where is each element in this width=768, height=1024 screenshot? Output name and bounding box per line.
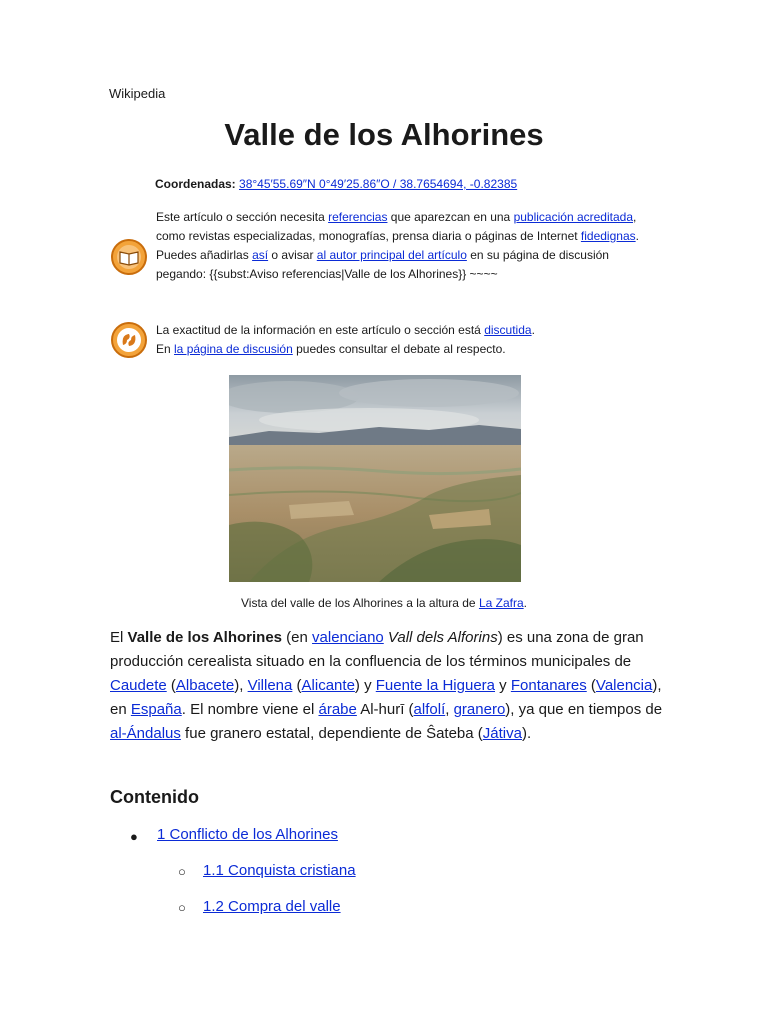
link-caudete[interactable]: Caudete — [110, 677, 167, 694]
link-valenciano[interactable]: valenciano — [312, 629, 384, 646]
toc-item-conquista[interactable]: 1.1 Conquista cristiana — [203, 862, 356, 879]
toc-bullet-circle: ○ — [178, 900, 186, 915]
link-villena[interactable]: Villena — [247, 677, 293, 694]
page-title: Valle de los Alhorines — [224, 117, 544, 152]
toc-item-conflicto[interactable]: 1 Conflicto de los Alhorines — [157, 826, 338, 843]
dispute-icon — [110, 321, 148, 359]
toc-bullet-circle: ○ — [178, 864, 186, 879]
link-fontanares[interactable]: Fontanares — [510, 677, 587, 694]
link-asi[interactable]: así — [252, 248, 269, 262]
valencian-name: Vall dels Alforins — [387, 629, 498, 646]
toc-title: Contenido — [110, 787, 199, 807]
toc-item-compra[interactable]: 1.2 Compra del valle — [203, 898, 341, 915]
link-discutida[interactable]: discutida — [484, 323, 532, 337]
link-fidedignas[interactable]: fidedignas — [580, 229, 636, 243]
article-subject: Valle de los Alhorines — [127, 629, 283, 646]
link-fuente-la-higuera[interactable]: Fuente la Higuera — [375, 677, 496, 694]
link-alicante[interactable]: Alicante — [301, 677, 355, 694]
coordinates-label: Coordenadas: — [155, 177, 240, 191]
link-granero[interactable]: granero — [453, 701, 506, 718]
coordinates-link[interactable]: 38°45′55.69″N 0°49′25.86″O / 38.7654694, -0.82385 — [239, 177, 518, 191]
link-autor-principal[interactable]: al autor principal del artículo — [316, 248, 467, 262]
site-name: Wikipedia — [109, 86, 166, 101]
intro-paragraph: El Valle de los Alhorines (en valenciano Vall dels Alforins) es una zona de gran producción cerealista situado en la confluencia de los términos municipales de Caudete (Albacete), Villena (Alicante) y Fuente la Higuera y Fontanares (Valencia), en España. El nombre viene el árabe Al-hurī (alfolí, granero), ya que en tiempos de al-Ándalus fue granero estatal, dependiente de Ŝateba (Játiva). — [110, 629, 663, 742]
link-al-andalus[interactable]: al-Ándalus — [110, 725, 181, 742]
link-referencias[interactable]: referencias — [328, 210, 388, 224]
references-notice-text: Este artículo o sección necesita referencias que aparezcan en una publicación acreditada, como revistas especializadas, monografías, prensa diaria o páginas de Internet fidedignas. Puedes añadirlas así o avisar al autor principal del artículo en su página de discusión pegando: {{subst:Aviso referencias|Valle de los Alhorines}} ~~~~ — [156, 210, 639, 281]
link-albacete[interactable]: Albacete — [175, 677, 235, 694]
book-icon — [110, 238, 148, 276]
disputed-notice-text: La exactitud de la información en este artículo o sección está discutida. En la página de discusión puedes consultar el debate al respecto. — [156, 323, 535, 356]
link-arabe[interactable]: árabe — [318, 701, 357, 718]
link-publicacion-acreditada[interactable]: publicación acreditada — [513, 210, 633, 224]
link-espana[interactable]: España — [130, 701, 182, 718]
link-pagina-discusion[interactable]: la página de discusión — [174, 342, 293, 356]
link-la-zafra[interactable]: La Zafra — [478, 596, 524, 610]
toc-bullet-disc: ● — [130, 829, 138, 844]
valley-photo — [229, 375, 521, 582]
link-jativa[interactable]: Játiva — [482, 725, 522, 742]
link-valencia[interactable]: Valencia — [595, 677, 653, 694]
coordinates — [155, 177, 517, 191]
figure-caption: Vista del valle de los Alhorines a la altura de La Zafra. — [241, 596, 527, 610]
link-alfoli[interactable]: alfolí — [413, 701, 446, 718]
